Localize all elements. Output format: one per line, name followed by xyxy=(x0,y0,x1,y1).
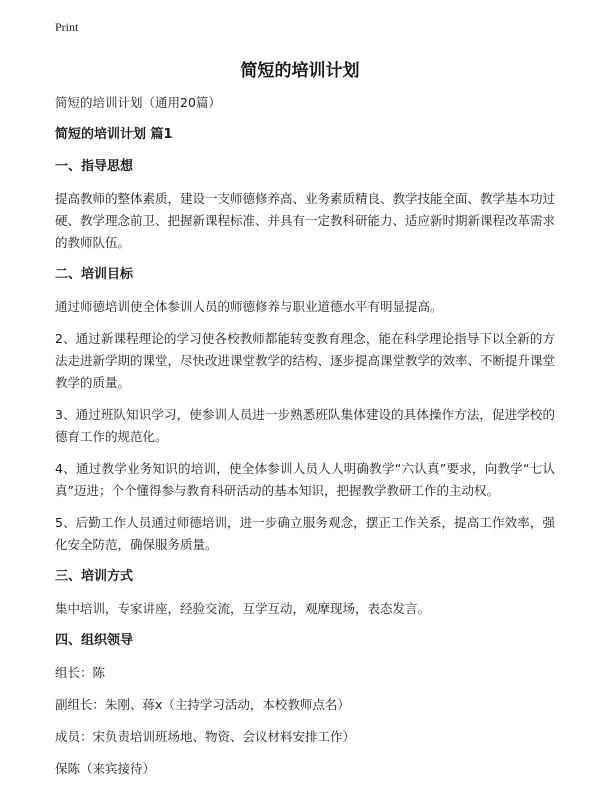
goal-paragraph: 3、通过班队知识学习，使参训人员进一步熟悉班队集体建设的具体操作方法，促进学校的德育工作的规范化。 xyxy=(55,407,555,444)
organization-line: 组长：陈 xyxy=(55,665,106,680)
organization-line: 副组长：朱刚、蒋x（主持学习活动，本校教师点名） xyxy=(55,697,350,712)
document-subtitle: 简短的培训计划（通用20篇） xyxy=(55,95,221,110)
section-heading-guiding-ideology: 一、指导思想 xyxy=(55,159,134,174)
goal-paragraph: 4、通过教学业务知识的培训，使全体参训人员人人明确教学“六认真”要求，向教学“七认真”迈进；个个懂得参与教育科研活动的基本知识，把握教学教研工作的主动权。 xyxy=(55,461,555,498)
organization-line: 保陈（来宾接待） xyxy=(55,761,156,776)
section-paragraph: 集中培训，专家讲座，经验交流，互学互动，观摩现场，表态发言。 xyxy=(55,601,431,616)
section-heading-training-methods: 三、培训方式 xyxy=(55,569,134,584)
goal-paragraph: 2、通过新课程理论的学习使各校教师都能转变教育理念，能在科学理论指导下以全新的方法走进新学期的课堂，尽快改进课堂教学的结构、逐步提高课堂教学的效率、不断提升课堂教学的质量。 xyxy=(55,331,556,390)
section-heading-training-goals: 二、培训目标 xyxy=(55,267,134,282)
organization-line: 成员：宋负责培训班场地、物资、会议材料安排工作） xyxy=(55,729,356,744)
goal-paragraph: 通过师德培训使全体参训人员的师德修养与职业道德水平有明显提高。 xyxy=(55,299,443,314)
document-body xyxy=(55,92,555,790)
goal-paragraph: 5、后勤工作人员通过师德培训，进一步确立服务观念，摆正工作关系，提高工作效率，强化安全防范，确保服务质量。 xyxy=(55,515,555,552)
section-heading-organization: 四、组织领导 xyxy=(55,633,134,648)
page-title: 简短的培训计划 xyxy=(240,61,360,81)
section-paragraph: 提高教师的整体素质，建设一支师德修养高、业务素质精良、教学技能全面、教学基本功过硬、教学理念前卫、把握新课程标准、并具有一定教科研能力、适应新时期新课程改革需求的教师队伍。 xyxy=(55,191,556,250)
print-label: Print xyxy=(55,20,79,34)
article-heading: 简短的培训计划 篇1 xyxy=(55,127,173,142)
